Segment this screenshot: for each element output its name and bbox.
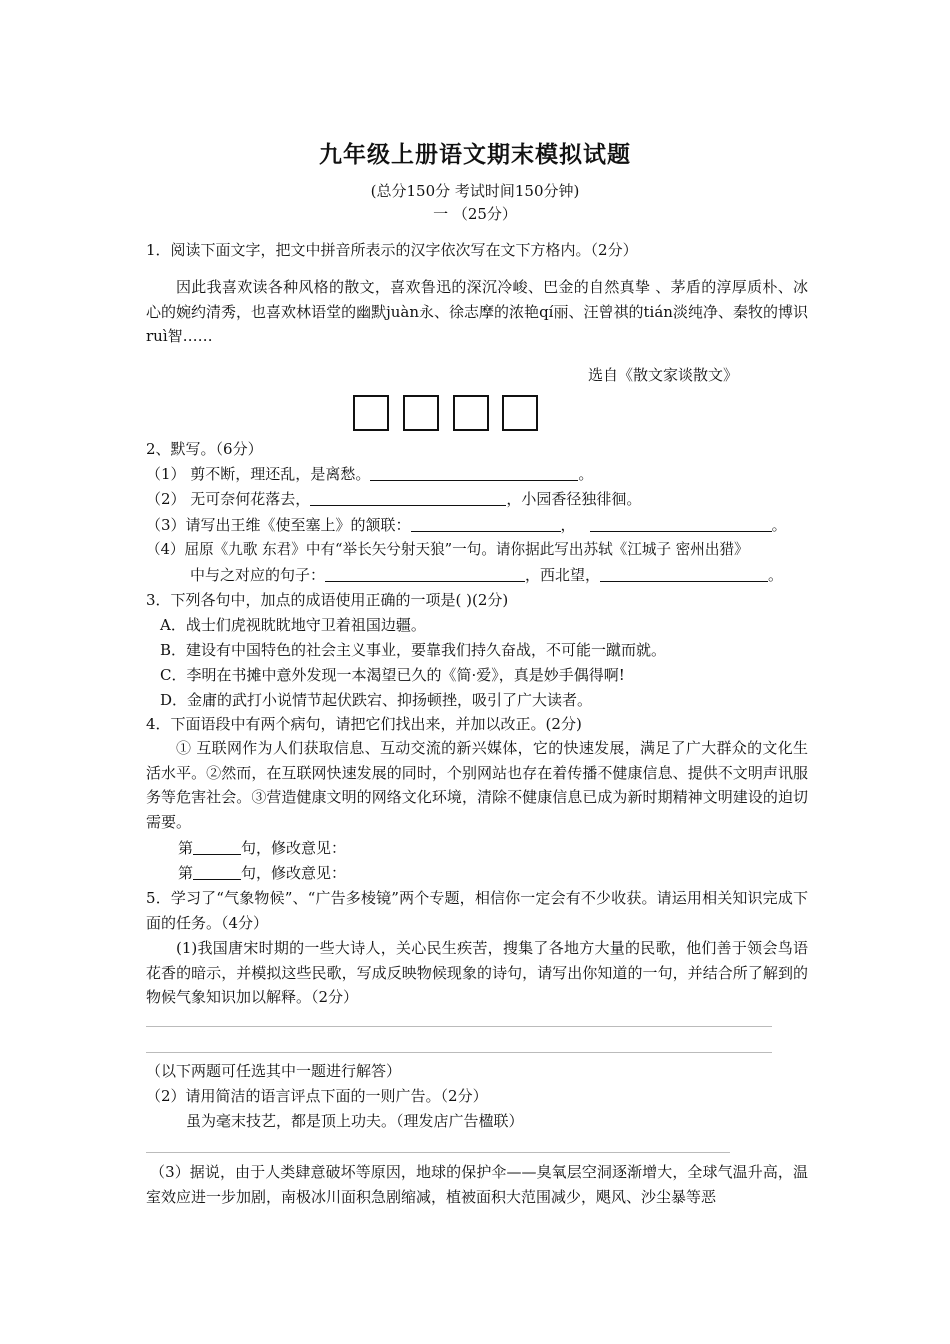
answer-line[interactable] xyxy=(146,1026,772,1027)
q2-line-5 xyxy=(190,563,783,587)
answer-box-3[interactable] xyxy=(453,395,489,431)
q5-part-3: （3）据说，由于人类肆意破坏等原因，地球的保护伞——臭氧层空洞逐渐增大，全球气温升高，温室效应进一步加剧，南极冰川面积急剧缩减，植被面积大范围减少，飓风、沙尘暴等恶 xyxy=(146,1163,808,1206)
q5-note: （以下两题可任选其中一题进行解答） xyxy=(146,1062,402,1080)
fill-blank[interactable] xyxy=(193,838,241,855)
fill-blank[interactable] xyxy=(193,863,241,880)
q4-answer-suffix: 句，修改意见： xyxy=(241,839,347,857)
q2-line-2-text: （2） 无可奈何花落去， xyxy=(146,490,311,508)
q3-option-d: D．金庸的武打小说情节起伏跌宕、抑扬顿挫，吸引了广大读者。 xyxy=(160,691,593,709)
fill-blank[interactable] xyxy=(370,464,578,481)
page-title: 九年级上册语文期末模拟试题 xyxy=(319,141,631,168)
q4-answer-prefix: 第 xyxy=(178,864,194,882)
q1-stem: 1．阅读下面文字，把文中拼音所表示的汉字依次写在文下方格内。（2分） xyxy=(146,241,638,259)
q2-line-3-end: 。 xyxy=(771,516,787,534)
q2-line-5-text: 中与之对应的句子： xyxy=(190,566,326,584)
answer-line[interactable] xyxy=(146,1152,730,1153)
section-heading: 一 （25分） xyxy=(433,205,517,223)
q3-option-b: B．建设有中国特色的社会主义事业，要靠我们持久奋战，不可能一蹴而就。 xyxy=(160,641,667,659)
answer-box-1[interactable] xyxy=(353,395,389,431)
answer-box-2[interactable] xyxy=(403,395,439,431)
fill-blank[interactable] xyxy=(325,565,525,582)
q2-line-2-end: ，小园香径独徘徊。 xyxy=(506,490,642,508)
q4-passage: ① 互联网作为人们获取信息、互动交流的新兴媒体，它的快速发展，满足了广大群众的文化生活水平。②然而，在互联网快速发展的同时，个别网站也存在着传播不健康信息、提供不文明声讯服务等危害社会。③营造健康文明的网络文化环境，清除不健康信息已成为新时期精神文明建设的迫切需要。 xyxy=(146,739,808,831)
fill-blank[interactable] xyxy=(600,565,768,582)
q1-source: 选自《散文家谈散文》 xyxy=(588,366,739,384)
q5-part-1: (1)我国唐宋时期的一些大诗人，关心民生疾苦，搜集了各地方大量的民歌，他们善于领会鸟语花香的暗示，并模拟这些民歌，写成反映物候现象的诗句，请写出你知道的一句，并结合所了解到的物候气象知识加以解释。（2分） xyxy=(146,939,808,1007)
q2-line-3-comma: ， xyxy=(560,516,576,534)
q4-answer-suffix: 句，修改意见： xyxy=(241,864,347,882)
fill-blank[interactable] xyxy=(310,489,506,506)
exam-subtitle: (总分150分 考试时间150分钟) xyxy=(370,182,580,200)
q4-answer-line xyxy=(178,861,346,885)
q3-option-c: C．李明在书摊中意外发现一本渴望已久的《简·爱》，真是妙手偶得啊! xyxy=(160,666,625,684)
q2-line-3 xyxy=(146,513,787,537)
q2-line-1-end: 。 xyxy=(578,465,594,483)
q2-line-2 xyxy=(146,487,641,511)
q4-stem: 4．下面语段中有两个病句，请把它们找出来，并加以改正。(2分) xyxy=(146,715,582,733)
fill-blank[interactable] xyxy=(411,515,561,532)
q4-answer-line xyxy=(178,836,346,860)
q1-passage: 因此我喜欢读各种风格的散文，喜欢鲁迅的深沉冷峻、巴金的自然真挚 、茅盾的淳厚质朴、冰心的婉约清秀，也喜欢林语堂的幽默juàn永、徐志摩的浓艳qí丽、汪曾祺的tián淡纯净、秦牧的博识ruì智…… xyxy=(146,278,808,346)
q4-answer-prefix: 第 xyxy=(178,839,194,857)
q2-stem: 2、默写。（6分） xyxy=(146,440,263,458)
fill-blank[interactable] xyxy=(590,515,772,532)
q2-line-1-text: （1） 剪不断，理还乱，是离愁。 xyxy=(146,465,371,483)
q5-stem: 5．学习了“气象物候”、“广告多棱镜”两个专题，相信你一定会有不少收获。请运用相关知识完成下面的任务。（4分） xyxy=(146,889,808,932)
q3-stem: 3．下列各句中，加点的成语使用正确的一项是( )(2分) xyxy=(146,591,509,609)
q2-line-3-text: （3）请写出王维《使至塞上》的颔联： xyxy=(146,516,411,534)
answer-line[interactable] xyxy=(146,1052,772,1053)
q5-ad-text: 虽为毫末技艺，都是顶上功夫。（理发店广告楹联） xyxy=(186,1112,524,1130)
q2-line-4: （4）屈原《九歌 东君》中有“举长矢兮射天狼”一句。请你据此写出苏轼《江城子 密州出猎》 xyxy=(146,541,749,558)
answer-box-4[interactable] xyxy=(502,395,538,431)
q2-line-5-mid: ，西北望， xyxy=(525,566,601,584)
q2-line-1 xyxy=(146,462,593,486)
q2-line-5-end: 。 xyxy=(768,566,784,584)
q5-part-2: （2）请用简洁的语言评点下面的一则广告。（2分） xyxy=(146,1087,488,1105)
q3-option-a: A．战士们虎视眈眈地守卫着祖国边疆。 xyxy=(160,616,426,634)
